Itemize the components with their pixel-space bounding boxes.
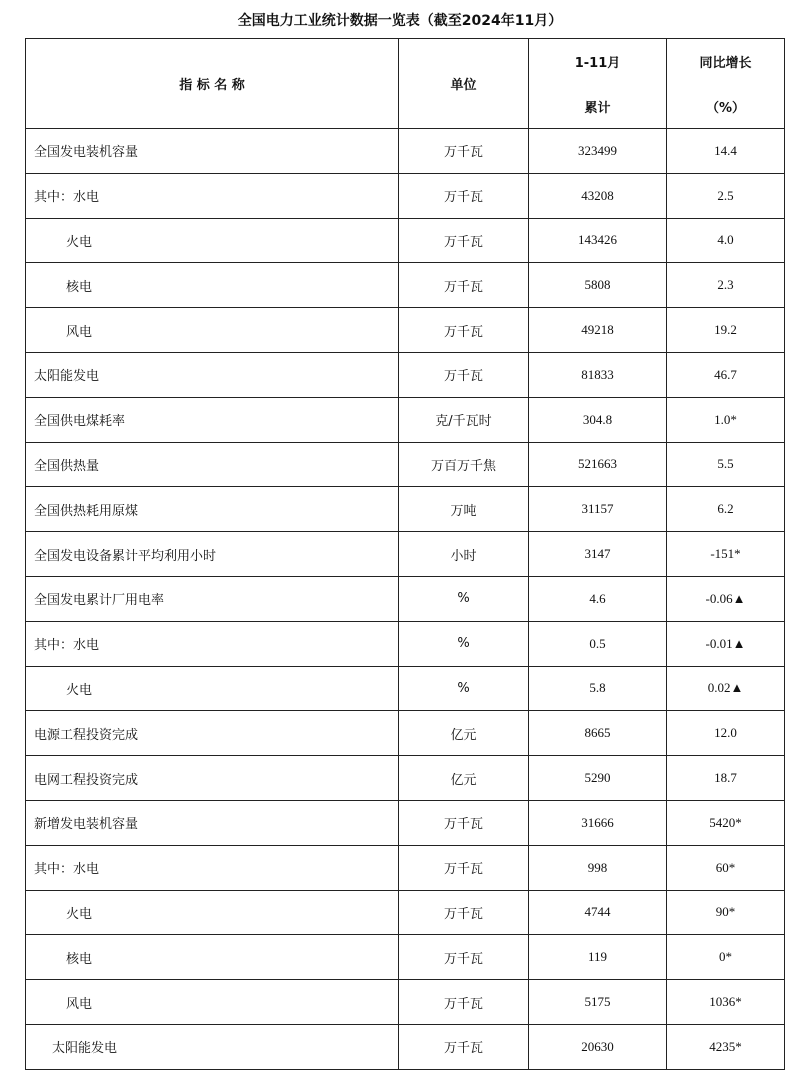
growth-value: -0.06▲ <box>667 576 785 621</box>
growth-value: 0* <box>667 935 785 980</box>
indicator-unit: 万千瓦 <box>399 263 529 308</box>
header-growth <box>667 39 785 129</box>
cumulative-value: 143426 <box>529 218 667 263</box>
indicator-name: 全国发电装机容量 <box>26 129 399 174</box>
table-row <box>26 711 785 756</box>
indicator-name: 风电 <box>26 980 399 1025</box>
growth-value: 1.0* <box>667 397 785 442</box>
growth-value: 5.5 <box>667 442 785 487</box>
cumulative-value: 5290 <box>529 756 667 801</box>
indicator-unit: 万千瓦 <box>399 800 529 845</box>
indicator-unit: 万千瓦 <box>399 308 529 353</box>
indicator-name: 全国发电设备累计平均利用小时 <box>26 532 399 577</box>
header-growth-unit: （%） <box>705 100 746 116</box>
indicator-unit: % <box>399 576 529 621</box>
indicator-name: 其中：水电 <box>26 845 399 890</box>
indicator-unit: 万千瓦 <box>399 935 529 980</box>
growth-value: 90* <box>667 890 785 935</box>
table-row <box>26 442 785 487</box>
table-row <box>26 173 785 218</box>
table-row <box>26 218 785 263</box>
growth-value: 14.4 <box>667 129 785 174</box>
growth-value: -151* <box>667 532 785 577</box>
indicator-name: 风电 <box>26 308 399 353</box>
cumulative-value: 998 <box>529 845 667 890</box>
indicator-name: 电网工程投资完成 <box>26 756 399 801</box>
table-row <box>26 890 785 935</box>
indicator-name: 火电 <box>26 666 399 711</box>
indicator-name: 火电 <box>26 218 399 263</box>
cumulative-value: 81833 <box>529 352 667 397</box>
indicator-unit: 万千瓦 <box>399 352 529 397</box>
indicator-name: 火电 <box>26 890 399 935</box>
growth-value: 4235* <box>667 1024 785 1069</box>
indicator-name: 核电 <box>26 935 399 980</box>
table-header-row <box>26 39 785 129</box>
cumulative-value: 521663 <box>529 442 667 487</box>
indicator-name: 太阳能发电 <box>26 352 399 397</box>
header-unit: 单位 <box>399 39 529 129</box>
indicator-unit: 万千瓦 <box>399 1024 529 1069</box>
table-row <box>26 756 785 801</box>
indicator-unit: 亿元 <box>399 711 529 756</box>
table-row <box>26 621 785 666</box>
indicator-unit: 克/千瓦时 <box>399 397 529 442</box>
cumulative-value: 49218 <box>529 308 667 353</box>
growth-value: 0.02▲ <box>667 666 785 711</box>
indicator-unit: 亿元 <box>399 756 529 801</box>
cumulative-value: 4.6 <box>529 576 667 621</box>
indicator-name: 其中：水电 <box>26 621 399 666</box>
growth-value: 60* <box>667 845 785 890</box>
table-row <box>26 263 785 308</box>
growth-value: 2.5 <box>667 173 785 218</box>
cumulative-value: 304.8 <box>529 397 667 442</box>
indicator-unit: 万百万千焦 <box>399 442 529 487</box>
cumulative-value: 0.5 <box>529 621 667 666</box>
indicator-name: 核电 <box>26 263 399 308</box>
cumulative-value: 31157 <box>529 487 667 532</box>
table-row <box>26 1024 785 1069</box>
indicator-name: 全国发电累计厂用电率 <box>26 576 399 621</box>
indicator-unit: 万千瓦 <box>399 890 529 935</box>
indicator-name: 新增发电装机容量 <box>26 800 399 845</box>
indicator-unit: % <box>399 666 529 711</box>
table-row <box>26 576 785 621</box>
growth-value: 46.7 <box>667 352 785 397</box>
growth-value: 5420* <box>667 800 785 845</box>
header-growth-label: 同比增长 <box>699 55 752 71</box>
indicator-name: 电源工程投资完成 <box>26 711 399 756</box>
table-row <box>26 129 785 174</box>
statistics-table <box>25 38 785 1070</box>
indicator-name: 全国供热量 <box>26 442 399 487</box>
table-row <box>26 397 785 442</box>
table-row <box>26 980 785 1025</box>
growth-value: 19.2 <box>667 308 785 353</box>
indicator-unit: % <box>399 621 529 666</box>
cumulative-value: 5.8 <box>529 666 667 711</box>
indicator-unit: 万千瓦 <box>399 129 529 174</box>
indicator-name: 其中：水电 <box>26 173 399 218</box>
table-row <box>26 800 785 845</box>
cumulative-value: 8665 <box>529 711 667 756</box>
header-cumulative <box>529 39 667 129</box>
growth-value: -0.01▲ <box>667 621 785 666</box>
indicator-unit: 万千瓦 <box>399 218 529 263</box>
indicator-name: 全国供热耗用原煤 <box>26 487 399 532</box>
cumulative-value: 31666 <box>529 800 667 845</box>
growth-value: 12.0 <box>667 711 785 756</box>
table-row <box>26 487 785 532</box>
table-row <box>26 308 785 353</box>
page-title: 全国电力工业统计数据一览表（截至2024年11月） <box>237 13 563 29</box>
growth-value: 18.7 <box>667 756 785 801</box>
header-cumulative-period: 1-11月 <box>574 55 621 71</box>
indicator-unit: 万千瓦 <box>399 845 529 890</box>
table-row <box>26 532 785 577</box>
growth-value: 6.2 <box>667 487 785 532</box>
indicator-unit: 万吨 <box>399 487 529 532</box>
cumulative-value: 119 <box>529 935 667 980</box>
table-row <box>26 666 785 711</box>
cumulative-value: 4744 <box>529 890 667 935</box>
cumulative-value: 5808 <box>529 263 667 308</box>
cumulative-value: 5175 <box>529 980 667 1025</box>
indicator-name: 全国供电煤耗率 <box>26 397 399 442</box>
cumulative-value: 43208 <box>529 173 667 218</box>
header-indicator-name: 指 标 名 称 <box>26 39 399 129</box>
indicator-name: 太阳能发电 <box>26 1024 399 1069</box>
growth-value: 4.0 <box>667 218 785 263</box>
table-row <box>26 352 785 397</box>
table-row <box>26 845 785 890</box>
table-row <box>26 935 785 980</box>
indicator-unit: 万千瓦 <box>399 173 529 218</box>
cumulative-value: 3147 <box>529 532 667 577</box>
header-cumulative-label: 累计 <box>584 100 611 116</box>
growth-value: 2.3 <box>667 263 785 308</box>
cumulative-value: 20630 <box>529 1024 667 1069</box>
cumulative-value: 323499 <box>529 129 667 174</box>
growth-value: 1036* <box>667 980 785 1025</box>
indicator-unit: 万千瓦 <box>399 980 529 1025</box>
indicator-unit: 小时 <box>399 532 529 577</box>
